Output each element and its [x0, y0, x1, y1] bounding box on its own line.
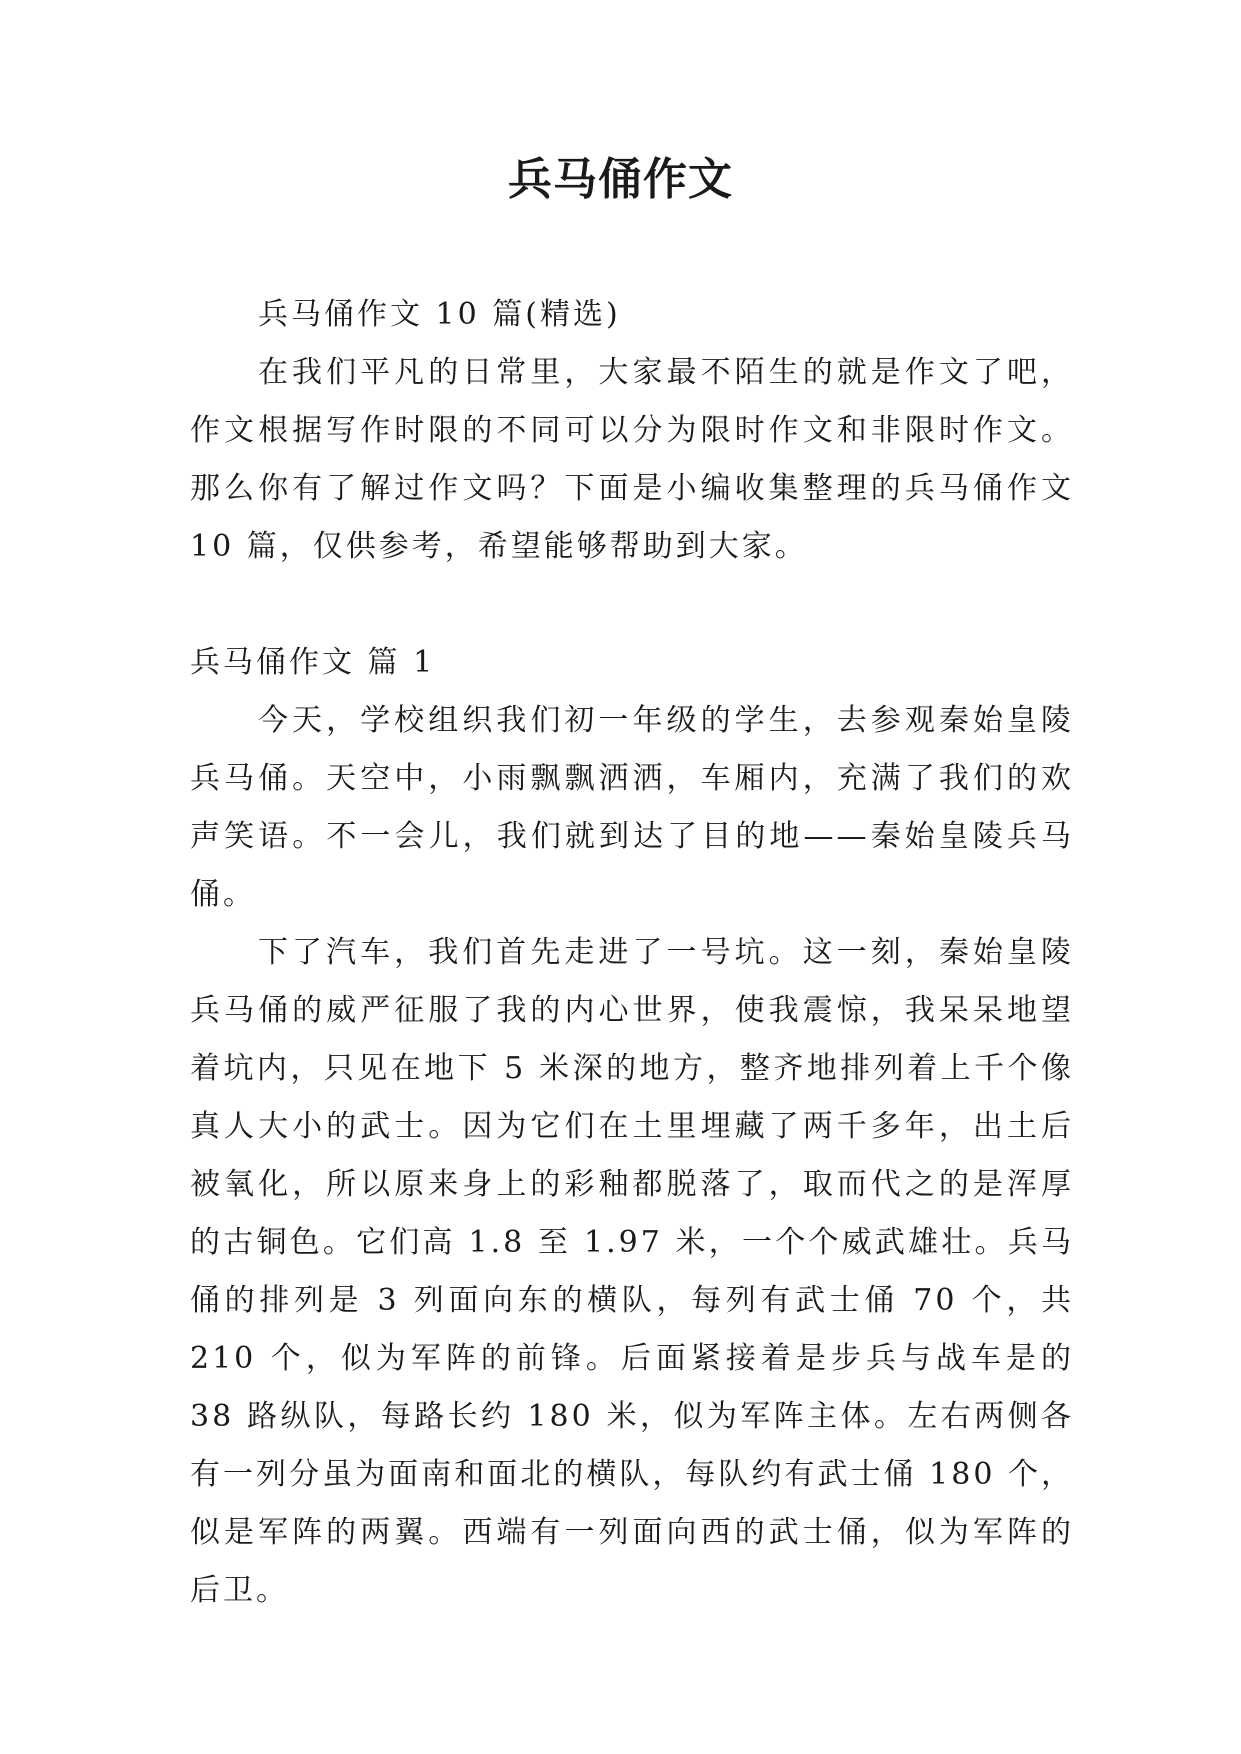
document-body	[190, 286, 1074, 1620]
intro-paragraph: 在我们平凡的日常里，大家最不陌生的就是作文了吧，作文根据写作时限的不同可以分为限时作文和非限时作文。那么你有了解过作文吗？下面是小编收集整理的兵马俑作文 10 篇，仅供参考，希望能够帮助到大家。	[190, 355, 1074, 564]
subtitle-line: 兵马俑作文 10 篇(精选)	[258, 297, 621, 332]
body-paragraph: 下了汽车，我们首先走进了一号坑。这一刻，秦始皇陵兵马俑的威严征服了我的内心世界，使我震惊，我呆呆地望着坑内，只见在地下 5 米深的地方，整齐地排列着上千个像真人大小的武士。因为它们在土里埋藏了两千多年，出土后被氧化，所以原来身上的彩釉都脱落了，取而代之的是浑厚的古铜色。它们高 1.8 至 1.97 米，一个个威武雄壮。兵马俑的排列是 3 列面向东的横队，每列有武士俑 70 个，共 210 个，似为军阵的前锋。后面紧接着是步兵与战车是的 38 路纵队，每路长约 180 米，似为军阵主体。左右两侧各有一列分虽为面南和面北的横队，每队约有武士俑 180 个，似是军阵的两翼。西端有一列面向西的武士俑，似为军阵的后卫。	[190, 935, 1074, 1608]
document-title: 兵马俑作文	[508, 154, 733, 205]
body-paragraph: 今天，学校组织我们初一年级的学生，去参观秦始皇陵兵马俑。天空中，小雨飘飘洒洒，车厢内，充满了我们的欢声笑语。不一会儿，我们就到达了目的地——秦始皇陵兵马俑。	[190, 703, 1074, 912]
section-spacer	[190, 576, 1074, 634]
section-heading: 兵马俑作文 篇 1	[190, 645, 436, 680]
